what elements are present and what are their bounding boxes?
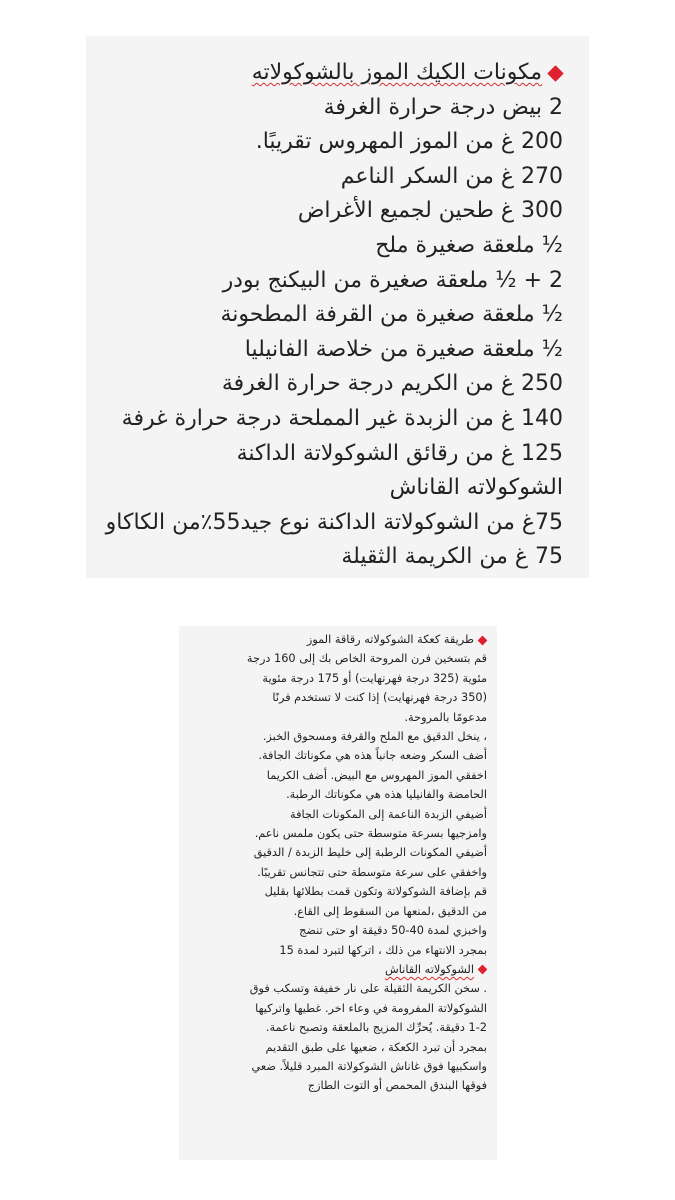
ingredient-line: 250 غ من الكريم درجة حرارة الغرفة [221, 371, 563, 397]
method-subtitle-line [187, 960, 487, 979]
method-line: أضيفي الزبدة الناعمة إلى المكونات الجافة [290, 807, 487, 821]
method-line: من الدقيق ،لمنعها من السقوط إلى القاع. [293, 904, 487, 918]
method-line: واسكبيها فوق غاناش الشوكولاتة المبرد قليلاً. ضعي [251, 1059, 487, 1073]
ingredient-line: 125 غ من رقائق الشوكولاتة الداكنة [236, 440, 563, 466]
ingredients-title: مكونات الكيك الموز بالشوكولاته [251, 60, 542, 85]
ingredient-line: 75غ من الشوكولاتة الداكنة نوع جيد55٪من الكاكاو [105, 509, 563, 535]
method-line: اخفقي الموز المهروس مع البيض. أضف الكريما [266, 768, 487, 782]
method-line: 1-2 دقيقة. يُحرِّك المزيج بالملعقة وتصبح ناعمة. [265, 1021, 487, 1035]
method-title-line [187, 630, 487, 649]
method-line: بمجرد الانتهاء من ذلك ، اتركها لتبرد لمدة 15 [279, 943, 487, 957]
method-line: الشوكولاتة المفرومة في وعاء اخر. غطيها واتركيها [255, 1001, 487, 1015]
method-line: مدعومًا بالمروحة. [404, 710, 487, 724]
red-diamond-icon [478, 636, 487, 645]
method-line: وامزجيها بسرعة متوسطة حتى يكون ملمس ناعم. [254, 827, 487, 841]
method-line: واخبزي لمدة 40-50 دقيقة او حتى تنضج [299, 924, 487, 938]
ingredient-line: 270 غ من السكر الناعم [340, 163, 563, 189]
ingredient-line: 200 غ من الموز المهروس تقريبًا. [255, 129, 563, 155]
ingredient-line: ½ ملعقة صغيرة ملح [375, 232, 563, 258]
method-line: قم بإضافة الشوكولاتة وتكون قمت بطلائها بقليل [264, 885, 487, 899]
method-line: أضف السكر وضعه جانباً هذه هي مكوناتك الجافة. [258, 749, 487, 763]
method-title: طريقة كعكة الشوكولاته رقاقة الموز [306, 633, 474, 646]
red-diamond-icon [548, 66, 563, 81]
method-line: أضيفي المكونات الرطبة إلى خليط الزبدة / الدقيق [253, 846, 487, 860]
ingredient-line: ½ ملعقة صغيرة من خلاصة الفانيليا [244, 336, 563, 362]
method-line: الحامضة والفانيليا هذه هي مكوناتك الرطبة. [286, 788, 487, 802]
method-line: (350 درجة فهرنهايت) إذا كنت لا تستخدم فرنًا [272, 691, 487, 705]
method-line: . سخن الكريمة الثقيلة على نار خفيفة وتسكب فوق [249, 982, 487, 996]
ingredients-card [86, 36, 589, 578]
ingredients-title-line [106, 56, 563, 91]
method-line: قم بتسخين فرن المروحة الخاص بك إلى 160 درجة [246, 652, 487, 666]
method-line: بمجرد أن تبرد الكعكة ، ضعيها على طبق التقديم [265, 1040, 487, 1054]
red-diamond-icon [478, 965, 487, 974]
ingredient-line: الشوكولاته القاناش [389, 475, 563, 501]
ingredient-line: 2 + ½ ملعقة صغيرة من البيكنج بودر [222, 267, 563, 293]
ingredient-line: 140 غ من الزبدة غير المملحة درجة حرارة غرفة [121, 405, 563, 431]
ingredient-line: 2 بيض درجة حرارة الغرفة [323, 94, 563, 120]
ingredient-line: 300 غ طحين لجميع الأغراض [297, 198, 563, 224]
ingredient-line: 75 غ من الكريمة الثقيلة [341, 544, 563, 570]
method-line: واخفقي على سرعة متوسطة حتى تتجانس تقريبًا. [257, 865, 487, 879]
method-line: فوقها البندق المحمص أو التوت الطازج [307, 1079, 487, 1093]
ingredient-line: ½ ملعقة صغيرة من القرفة المطحونة [220, 302, 563, 328]
method-line: مئوية (325 درجة فهرنهايت) أو 175 درجة مئوية [262, 671, 487, 685]
method-card [179, 626, 497, 1160]
method-subtitle: الشوكولاته القاناش [384, 962, 474, 976]
method-line: ، ينخل الدقيق مع الملح والقرفة ومسحوق الخبز. [262, 730, 487, 744]
